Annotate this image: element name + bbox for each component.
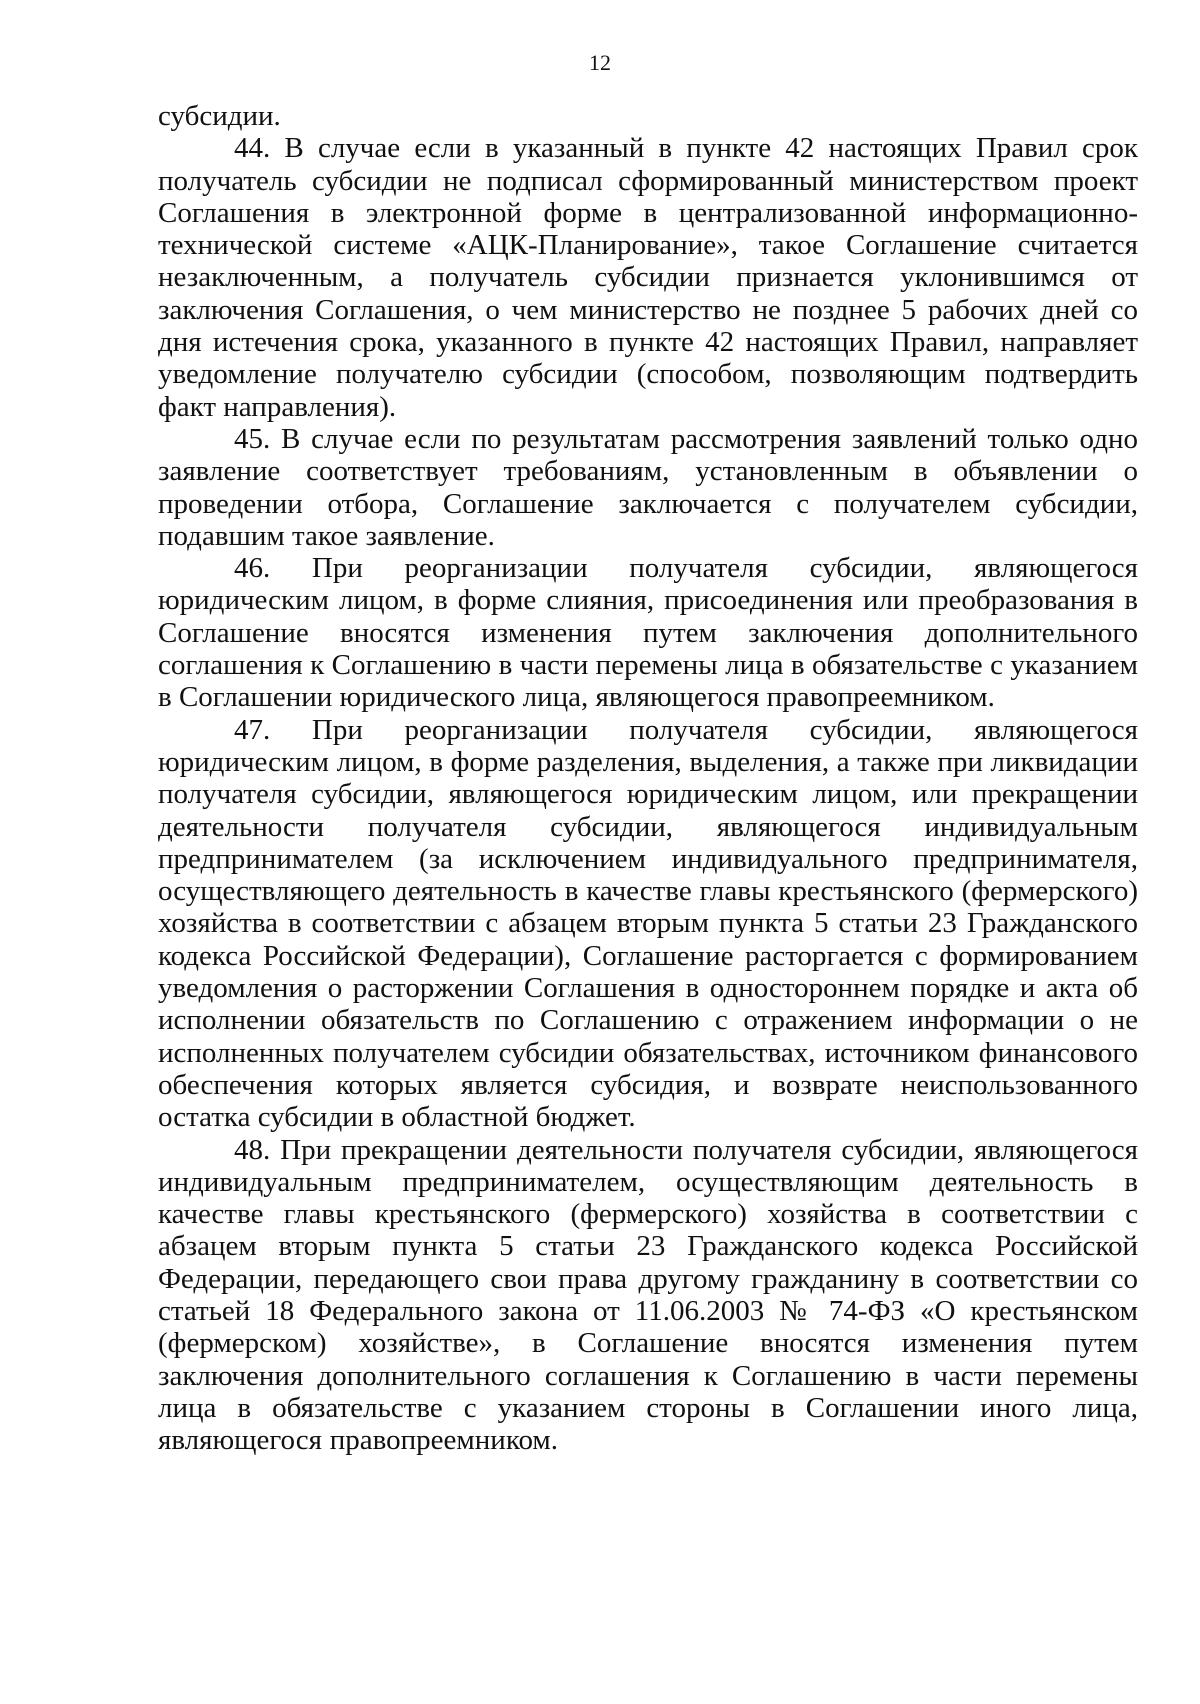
paragraph-47: 47. При реорганизации получателя субсидии, являющегося юридическим лицом, в форме разделения, выделения, а также при ликвидации получателя субсидии, являющегося юридическим лицом, или прекращении деятельности получателя субсидии, являющегося индивидуальным предпринимателем (за исключением индивидуального предпринимателя, осуществляющего деятельность в качестве главы крестьянского (фермерского) хозяйства в соответствии с абзацем вторым пункта 5 статьи 23 Гражданского кодекса Российской Федерации), Соглашение расторгается с формированием уведомления о расторжении Соглашения в одностороннем порядке и акта об исполнении обязательств по Соглашению с отражением информации о не исполненных получателем субсидии обязательствах, источником финансового обеспечения которых является субсидия, и возврате неиспользованного остатка субсидии в областной бюджет. <box>158 713 1138 1134</box>
page-number: 12 <box>589 50 611 75</box>
paragraph-continuation: субсидии. <box>158 100 281 132</box>
document-body <box>158 100 1138 1456</box>
paragraph-48: 48. При прекращении деятельности получателя субсидии, являющегося индивидуальным предпринимателем, осуществляющим деятельность в качестве главы крестьянского (фермерского) хозяйства в соответствии с абзацем вторым пункта 5 статьи 23 Гражданского кодекса Российской Федерации, передающего свои права другому гражданину в соответствии со статьей 18 Федерального закона от 11.06.2003 № 74-ФЗ «О крестьянском (фермерском) хозяйстве», в Соглашение вносятся изменения путем заключения дополнительного соглашения к Соглашению в части перемены лица в обязательстве с указанием стороны в Соглашении иного лица, являющегося правопреемником. <box>158 1133 1138 1457</box>
paragraph-44: 44. В случае если в указанный в пункте 42 настоящих Правил срок получатель субсидии не подписал сформированный министерством проект Соглашения в электронной форме в централизованной информационно-технической системе «АЦК-Планирование», такое Соглашение считается незаключенным, а получатель субсидии признается уклонившимся от заключения Соглашения, о чем министерство не позднее 5 рабочих дней со дня истечения срока, указанного в пункте 42 настоящих Правил, направляет уведомление получателю субсидии (способом, позволяющим подтвердить факт направления). <box>158 132 1138 423</box>
paragraph-46: 46. При реорганизации получателя субсидии, являющегося юридическим лицом, в форме слияния, присоединения или преобразования в Соглашение вносятся изменения путем заключения дополнительного соглашения к Соглашению в части перемены лица в обязательстве с указанием в Соглашении юридического лица, являющегося правопреемником. <box>158 552 1138 714</box>
paragraph-45: 45. В случае если по результатам рассмотрения заявлений только одно заявление соответствует требованиям, установленным в объявлении о проведении отбора, Соглашение заключается с получателем субсидии, подавшим такое заявление. <box>158 422 1138 552</box>
